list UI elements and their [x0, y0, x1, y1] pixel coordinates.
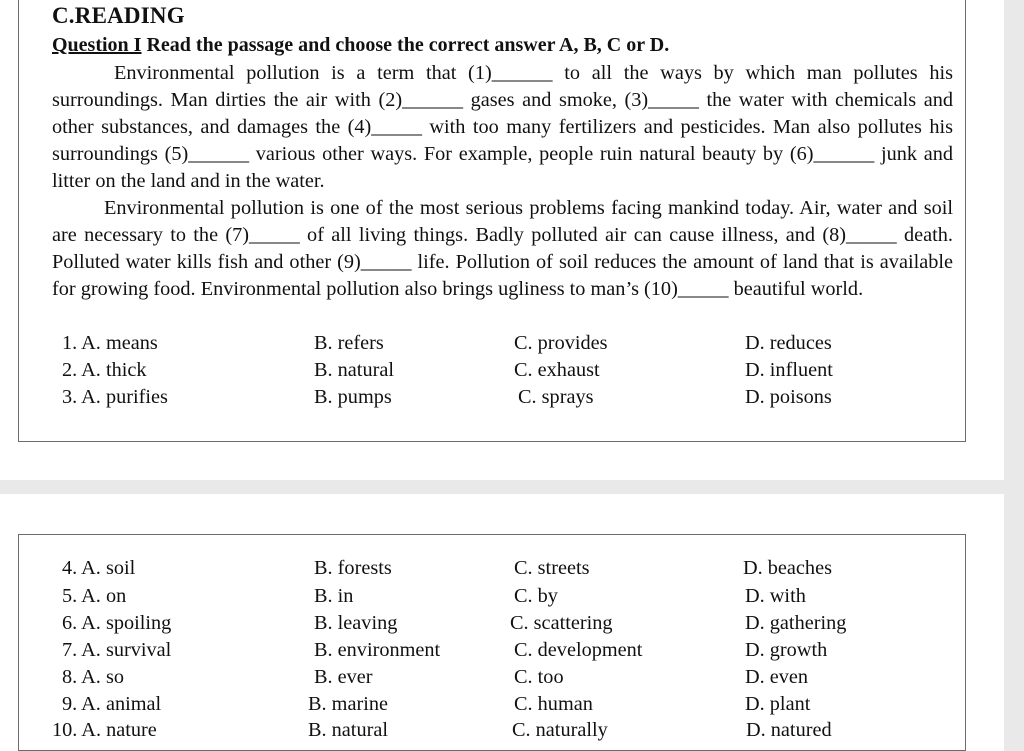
option-2-a: 2. A. thick: [62, 359, 147, 381]
option-row-4: [62, 555, 932, 582]
question-instruction: Read the passage and choose the correct answer A, B, C or D.: [141, 34, 670, 56]
option-1-a: 1. A. means: [62, 332, 158, 354]
option-3-a: 3. A. purifies: [62, 386, 168, 408]
option-7-b: B. environment: [314, 639, 441, 661]
option-8-a: 8. A. so: [62, 666, 124, 688]
option-row-1: [62, 330, 932, 357]
option-10-c: C. naturally: [512, 719, 608, 741]
option-9-b: B. marine: [308, 693, 388, 715]
section-title: C.READING: [52, 3, 185, 28]
option-2-b: B. natural: [314, 359, 394, 381]
option-1-b: B. refers: [314, 332, 384, 354]
option-4-b: B. forests: [314, 557, 392, 579]
passage: [52, 60, 953, 303]
option-3-b: B. pumps: [314, 386, 392, 408]
option-2-c: C. exhaust: [514, 359, 600, 381]
question-label: Question I: [52, 34, 142, 56]
option-6-d: D. gathering: [745, 612, 847, 634]
option-9-c: C. human: [514, 693, 593, 715]
question-heading: [52, 34, 669, 57]
option-5-b: B. in: [314, 585, 354, 607]
option-7-d: D. growth: [745, 639, 828, 661]
option-5-c: C. by: [514, 585, 558, 607]
option-row-9: [62, 691, 932, 718]
option-9-a: 9. A. animal: [62, 693, 162, 715]
option-7-c: C. development: [514, 639, 643, 661]
option-row-7: [62, 637, 932, 664]
option-8-c: C. too: [514, 666, 564, 688]
option-6-c: C. scattering: [510, 612, 613, 634]
option-9-d: D. plant: [745, 693, 811, 715]
option-3-d: D. poisons: [745, 386, 832, 408]
option-6-b: B. leaving: [314, 612, 398, 634]
option-6-a: 6. A. spoiling: [62, 612, 172, 634]
option-row-5: [62, 583, 932, 610]
option-8-d: D. even: [745, 666, 809, 688]
option-5-a: 5. A. on: [62, 585, 127, 607]
option-10-b: B. natural: [308, 719, 388, 741]
option-4-a: 4. A. soil: [62, 557, 136, 579]
option-4-d: D. beaches: [743, 557, 832, 579]
passage-paragraph-1: Environmental pollution is a term that (1)______ to all the ways by which man pollutes his surroundings. Man dirties the air with (2)______ gases and smoke, (3)_____ the water with chemicals and other substances, and damages the (4)_____ with too many fertilizers and pesticides. Man also pollutes his surroundings (5)______ various other ways. For example, people ruin natural beauty by (6)______ junk and litter on the land and in the water.: [52, 62, 953, 192]
option-2-d: D. influent: [745, 359, 833, 381]
option-row-8: [62, 664, 932, 691]
option-row-2: [62, 357, 932, 384]
option-10-a: 10. A. nature: [52, 719, 157, 741]
option-row-6: [62, 610, 932, 637]
passage-paragraph-2: Environmental pollution is one of the most serious problems facing mankind today. Air, water and soil are necessary to the (7)_____ of all living things. Badly polluted air can cause illness, and (8)_____ death. Polluted water kills fish and other (9)_____ life. Pollution of soil reduces the amount of land that is available for growing food. Environmental pollution also brings ugliness to man’s (10)_____ beautiful world.: [52, 197, 953, 300]
option-7-a: 7. A. survival: [62, 639, 172, 661]
option-8-b: B. ever: [314, 666, 373, 688]
option-4-c: C. streets: [514, 557, 590, 579]
option-10-d: D. natured: [746, 719, 832, 741]
option-1-c: C. provides: [514, 332, 608, 354]
option-row-3: [62, 384, 932, 411]
option-row-10: [52, 717, 932, 744]
option-5-d: D. with: [745, 585, 806, 607]
option-3-c: C. sprays: [518, 386, 594, 408]
option-1-d: D. reduces: [745, 332, 832, 354]
